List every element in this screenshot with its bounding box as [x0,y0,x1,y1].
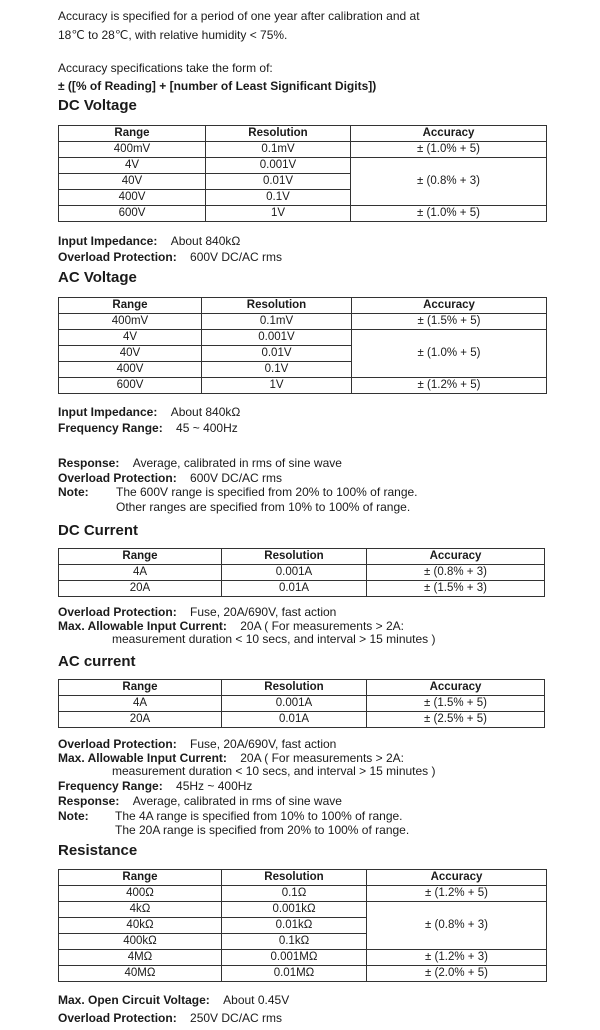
header-resolution: Resolution [222,680,367,696]
resolution-cell: 0.001MΩ [222,950,367,966]
accuracy-cell: ± (0.8% + 3) [351,158,547,206]
range-cell: 20A [59,712,222,728]
table-row [59,966,547,982]
dc-current-table [58,548,545,597]
table-row [59,886,547,902]
range-cell: 4V [59,158,206,174]
resolution-cell: 0.1V [206,190,351,206]
overload-value: Fuse, 20A/690V, fast action [190,605,337,619]
accuracy-formula: ± ([% of Reading] + [number of Least Significant Digits]) [58,79,377,93]
table-header-row [59,126,547,142]
resolution-cell: 0.001V [202,330,352,346]
table-row [59,565,545,581]
table-row [59,206,547,222]
header-accuracy: Accuracy [367,680,545,696]
table-header-row [59,870,547,886]
header-accuracy: Accuracy [352,298,547,314]
impedance-value: About 840kΩ [170,405,241,419]
max-current-value: 20A ( For measurements > 2A: [240,619,404,633]
range-cell: 20A [59,581,222,597]
accuracy-cell: ± (1.2% + 5) [367,886,547,902]
resolution-cell: 0.001V [206,158,351,174]
table-row [59,158,547,174]
range-cell: 40V [59,346,202,362]
table-row [59,378,547,394]
table-row [59,330,547,346]
accuracy-cell: ± (2.5% + 5) [367,712,545,728]
frequency-value: 45 ~ 400Hz [176,421,238,435]
header-accuracy: Accuracy [367,870,547,886]
accuracy-cell: ± (1.0% + 5) [352,330,547,378]
accuracy-cell: ± (1.0% + 5) [351,206,547,222]
accuracy-cell: ± (1.5% + 3) [367,581,545,597]
note-line-1: The 600V range is specified from 20% to 100% of range. [116,485,418,499]
header-range: Range [59,870,222,886]
intro-line-1: Accuracy is specified for a period of one year after calibration and at [58,9,420,23]
table-header-row [59,680,545,696]
resolution-cell: 0.01MΩ [222,966,367,982]
accuracy-cell: ± (1.0% + 5) [351,142,547,158]
open-circuit-voltage-label: Max. Open Circuit Voltage: [58,993,210,1007]
overload-label: Overload Protection: [58,1011,177,1025]
table-row [59,142,547,158]
header-resolution: Resolution [202,298,352,314]
accuracy-cell: ± (0.8% + 3) [367,902,547,950]
header-range: Range [59,549,222,565]
resolution-cell: 0.1kΩ [222,934,367,950]
frequency-label: Frequency Range: [58,421,163,435]
range-cell: 400mV [59,314,202,330]
max-current-value: 20A ( For measurements > 2A: [240,751,404,765]
resolution-cell: 0.01V [206,174,351,190]
header-accuracy: Accuracy [351,126,547,142]
section-title-resistance: Resistance [58,842,138,859]
range-cell: 4kΩ [59,902,222,918]
header-range: Range [59,126,206,142]
overload-value: 600V DC/AC rms [190,471,283,485]
response-label: Response: [58,794,120,808]
range-cell: 400Ω [59,886,222,902]
response-value: Average, calibrated in rms of sine wave [132,794,342,808]
range-cell: 4MΩ [59,950,222,966]
range-cell: 400kΩ [59,934,222,950]
overload-value: 250V DC/AC rms [190,1011,283,1025]
range-cell: 400V [59,362,202,378]
ac-current-table [58,679,545,728]
resolution-cell: 0.01kΩ [222,918,367,934]
section-title-ac-voltage: AC Voltage [58,269,137,286]
header-resolution: Resolution [222,870,367,886]
response-label: Response: [58,456,120,470]
max-current-label: Max. Allowable Input Current: [58,751,227,765]
header-range: Range [59,680,222,696]
max-current-label: Max. Allowable Input Current: [58,619,227,633]
resolution-cell: 1V [206,206,351,222]
frequency-label: Frequency Range: [58,779,163,793]
overload-label: Overload Protection: [58,471,177,485]
impedance-value: About 840kΩ [170,234,241,248]
max-current-line-2: measurement duration < 10 secs, and interval > 15 minutes ) [112,632,436,646]
header-resolution: Resolution [206,126,351,142]
impedance-label: Input Impedance: [58,405,158,419]
impedance-label: Input Impedance: [58,234,158,248]
accuracy-cell: ± (2.0% + 5) [367,966,547,982]
resolution-cell: 0.01V [202,346,352,362]
range-cell: 600V [59,206,206,222]
section-title-dc-current: DC Current [58,522,139,539]
note-line-2: The 20A range is specified from 20% to 100% of range. [115,823,410,837]
header-range: Range [59,298,202,314]
resolution-cell: 0.001A [222,565,367,581]
overload-label: Overload Protection: [58,605,177,619]
accuracy-cell: ± (1.5% + 5) [367,696,545,712]
resolution-cell: 0.01A [222,712,367,728]
range-cell: 40V [59,174,206,190]
max-current-line-2: measurement duration < 10 secs, and interval > 15 minutes ) [112,764,436,778]
note-label: Note: [58,809,89,823]
table-row [59,950,547,966]
resistance-table [58,869,547,982]
header-resolution: Resolution [222,549,367,565]
table-header-row [59,298,547,314]
section-title-ac-current: AC current [58,653,136,670]
resolution-cell: 0.01A [222,581,367,597]
note-line-2: Other ranges are specified from 10% to 100% of range. [116,500,411,514]
overload-label: Overload Protection: [58,250,177,264]
range-cell: 4V [59,330,202,346]
range-cell: 400V [59,190,206,206]
table-row [59,581,545,597]
frequency-value: 45Hz ~ 400Hz [176,779,253,793]
section-title-dc-voltage: DC Voltage [58,97,137,114]
resolution-cell: 0.001A [222,696,367,712]
table-row [59,712,545,728]
resolution-cell: 1V [202,378,352,394]
header-accuracy: Accuracy [367,549,545,565]
range-cell: 400mV [59,142,206,158]
form-line: Accuracy specifications take the form of: [58,61,273,75]
table-row [59,314,547,330]
resolution-cell: 0.1mV [206,142,351,158]
dc-voltage-table [58,125,547,222]
accuracy-cell: ± (1.2% + 5) [352,378,547,394]
table-row [59,696,545,712]
range-cell: 4A [59,696,222,712]
range-cell: 40MΩ [59,966,222,982]
note-label: Note: [58,485,89,499]
resolution-cell: 0.1V [202,362,352,378]
resolution-cell: 0.001kΩ [222,902,367,918]
response-value: Average, calibrated in rms of sine wave [132,456,342,470]
table-row [59,902,547,918]
ac-voltage-table [58,297,547,394]
range-cell: 40kΩ [59,918,222,934]
table-header-row [59,549,545,565]
overload-value: 600V DC/AC rms [190,250,283,264]
range-cell: 600V [59,378,202,394]
accuracy-cell: ± (1.2% + 3) [367,950,547,966]
accuracy-cell: ± (0.8% + 3) [367,565,545,581]
note-line-1: The 4A range is specified from 10% to 100% of range. [115,809,403,823]
accuracy-cell: ± (1.5% + 5) [352,314,547,330]
overload-label: Overload Protection: [58,737,177,751]
resolution-cell: 0.1Ω [222,886,367,902]
overload-value: Fuse, 20A/690V, fast action [190,737,337,751]
range-cell: 4A [59,565,222,581]
resolution-cell: 0.1mV [202,314,352,330]
intro-line-2: 18℃ to 28℃, with relative humidity < 75%. [58,28,288,42]
open-circuit-voltage-value: About 0.45V [223,993,290,1007]
